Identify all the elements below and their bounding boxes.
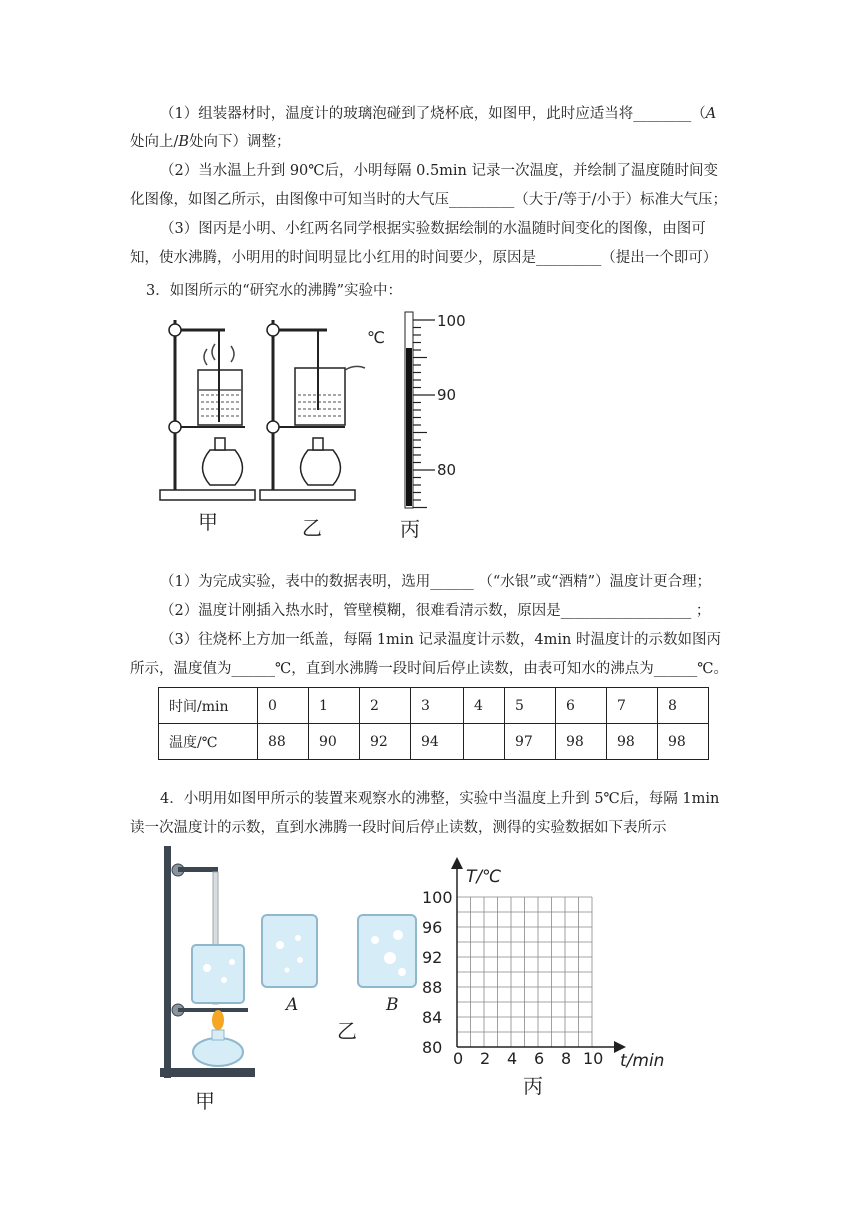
q3-item1: （1）为完成实验，表中的数据表明，选用______ （“水银”或“酒精”）温度计更合理； [160,574,711,590]
q4-beaker-A [262,915,317,987]
q4-fig-label-yi: 乙 [337,1019,357,1043]
q3-fig-label-bing: 丙 [400,517,420,541]
graph-x-ticks [453,1049,603,1068]
q2-label-A: A [705,106,717,122]
q3-fig-label-jia: 甲 [198,510,218,534]
temp-cell: 90 [309,724,360,760]
graph-x-label: t/min [620,1051,665,1071]
table-row-time [159,688,709,724]
beaker-label-B: B [386,995,399,1015]
q3-fig-label-yi: 乙 [302,516,322,540]
graph-grid [457,897,592,1047]
q2-item3-line2: 知，使水沸腾，小明用的时间明显比小红用的时间要少，原因是_________（提出一个即可） [130,250,718,266]
thermometer-label-100: 100 [437,312,466,330]
temp-cell: 94 [411,724,464,760]
time-cell: 5 [505,688,556,724]
q2-item2-line2: 化图像，如图乙所示，由图像中可知当时的大气压_________（大于/等于/小于）标准大气压； [130,192,728,208]
thermometer-unit: ℃ [367,328,385,347]
q4-fig-label-jia: 甲 [195,1089,215,1113]
temp-cell: 98 [607,724,658,760]
q4-fig-label-bing: 丙 [523,1074,543,1098]
temp-cell: 98 [556,724,607,760]
q4-apparatus-figure [150,840,443,1085]
q3-apparatus-figure [155,310,475,510]
q4-blank-graph [420,855,680,1075]
q2-item1-text3: 处向下）调整； [189,134,291,150]
time-cell: 6 [556,688,607,724]
y-tick-label: 100 [422,888,453,907]
beaker-label-A: A [286,995,299,1015]
graph-y-label: T/℃ [466,867,502,887]
temp-cell: 92 [360,724,411,760]
x-tick-label: 4 [507,1049,518,1068]
time-cell: 2 [360,688,411,724]
x-tick-label: 0 [453,1049,464,1068]
q3-item3-line1: （3）往烧杯上方加一纸盖，每隔 1min 记录温度计示数，4min 时温度计的示数如图丙 [160,632,721,648]
thermometer-label-80: 80 [437,461,457,479]
q3-stem: 3．如图所示的“研究水的沸腾”实验中： [146,283,403,299]
row-header-time: 时间/min [159,688,258,724]
x-tick-label: 10 [583,1049,604,1068]
q4-stem-line1: 4．小明用如图甲所示的装置来观察水的沸整，实验中当温度上升到 5℃后，每隔 1min [160,791,720,807]
x-tick-label: 8 [561,1049,572,1068]
q4-stem-line2: 读一次温度计的示数，直到水沸腾一段时间后停止读数，测得的实验数据如下表所示 [130,820,667,836]
q2-item1-text2: 处向上/ [130,134,179,150]
q2-label-B: B [178,134,190,150]
time-cell: 3 [411,688,464,724]
q3-data-table [158,687,709,760]
time-cell: 0 [258,688,309,724]
temp-cell: 88 [258,724,309,760]
row-header-temp: 温度/℃ [159,724,258,760]
time-cell: 1 [309,688,360,724]
y-tick-label: 92 [422,948,443,967]
temp-cell [464,724,505,760]
q2-item1-line2 [130,132,734,152]
q2-item3-line1: （3）图丙是小明、小红两名同学根据实验数据绘制的水温随时间变化的图像，由图可 [160,221,706,237]
thermometer-label-90: 90 [437,386,457,404]
stand-yi [260,320,365,500]
y-tick-label: 80 [422,1038,443,1057]
x-tick-label: 2 [480,1049,491,1068]
y-tick-label: 84 [422,1008,443,1027]
q4-stand [160,846,255,1078]
y-tick-label: 96 [422,918,443,937]
time-cell: 8 [658,688,709,724]
graph-y-ticks [422,888,453,1057]
q2-item1-line1 [130,104,734,124]
q3-item3-line2: 所示，温度值为______℃，直到水沸腾一段时间后停止读数，由表可知水的沸点为______℃。 [130,661,728,677]
q4-beaker-B [358,915,416,987]
time-cell: 7 [607,688,658,724]
y-tick-label: 88 [422,978,443,997]
temp-cell: 98 [658,724,709,760]
q2-item2-line1: （2）当水温上升到 90℃后，小明每隔 0.5min 记录一次温度，并绘制了温度随时间变 [160,163,719,179]
q2-item1-text: （1）组装器材时，温度计的玻璃泡碰到了烧杯底，如图甲，此时应适当将________（ [160,106,706,122]
time-cell: 4 [464,688,505,724]
x-tick-label: 6 [534,1049,545,1068]
table-row-temp [159,724,709,760]
thermometer-ticks [413,320,435,508]
stand-jia [160,320,255,500]
temp-cell: 97 [505,724,556,760]
thermometer-scale [405,312,413,508]
q3-item2: （2）温度计刚插入热水时，管壁模糊，很难看清示数，原因是__________________ ； [160,603,711,619]
